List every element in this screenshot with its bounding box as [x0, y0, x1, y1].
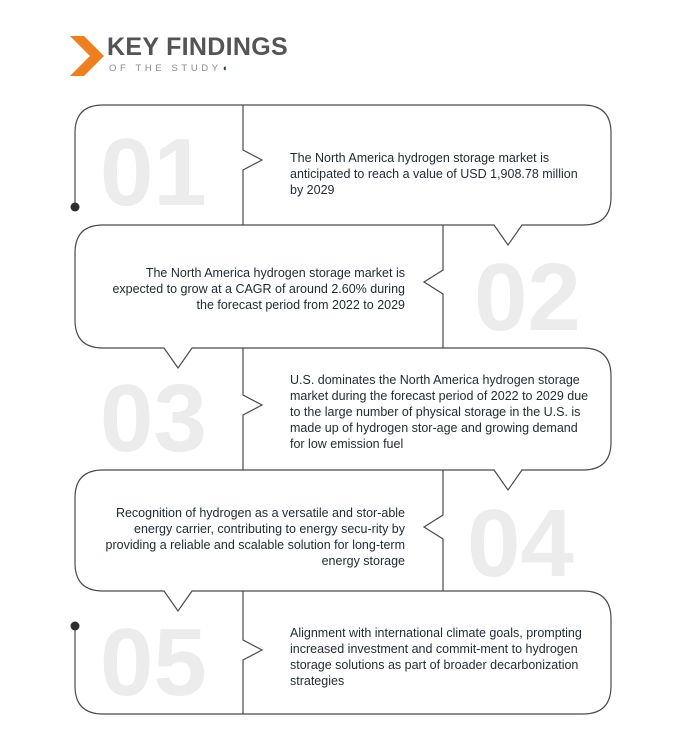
finding-text-05: Alignment with international climate goals, prompting increased investment and commit-ment to hydrogen storage solutions as part of broader decarbonization strategies	[290, 626, 582, 688]
card-03-divider	[243, 348, 262, 470]
finding-number-03: 03	[100, 365, 207, 472]
card-04-divider	[424, 470, 443, 591]
finding-text-01: The North America hydrogen storage market is anticipated to reach a value of USD 1,908.78 million by 2029	[290, 151, 578, 197]
timeline-start-dot	[71, 203, 80, 212]
card-02-divider	[424, 225, 443, 348]
finding-number-04: 04	[467, 490, 574, 597]
finding-number-05: 05	[100, 609, 207, 716]
timeline-end-dot	[71, 622, 80, 631]
finding-text-02: The North America hydrogen storage market is expected to grow at a CAGR of around 2.60% during the forecast period from 2022 to 2029	[112, 266, 405, 312]
finding-number-02: 02	[474, 244, 581, 351]
finding-number-01: 01	[100, 119, 207, 226]
finding-text-03: U.S. dominates the North America hydrogen storage market during the forecast period of 2022 to 2029 due to the large number of physical storage in the U.S. is made up of hydrogen stor-age and growing demand for low emission fuel	[290, 373, 589, 451]
page-title: KEY FINDINGS	[107, 33, 288, 61]
crescent-icon: ◖	[221, 63, 228, 74]
card-05-divider	[243, 591, 262, 714]
finding-text-04: Recognition of hydrogen as a versatile and stor-able energy carrier, contributing to energy secu-rity by providing a reliable and scalable solution for long-term energy storage	[105, 506, 405, 568]
subtitle-text: OF THE STUDY	[109, 63, 222, 74]
card-01-divider	[243, 105, 262, 225]
